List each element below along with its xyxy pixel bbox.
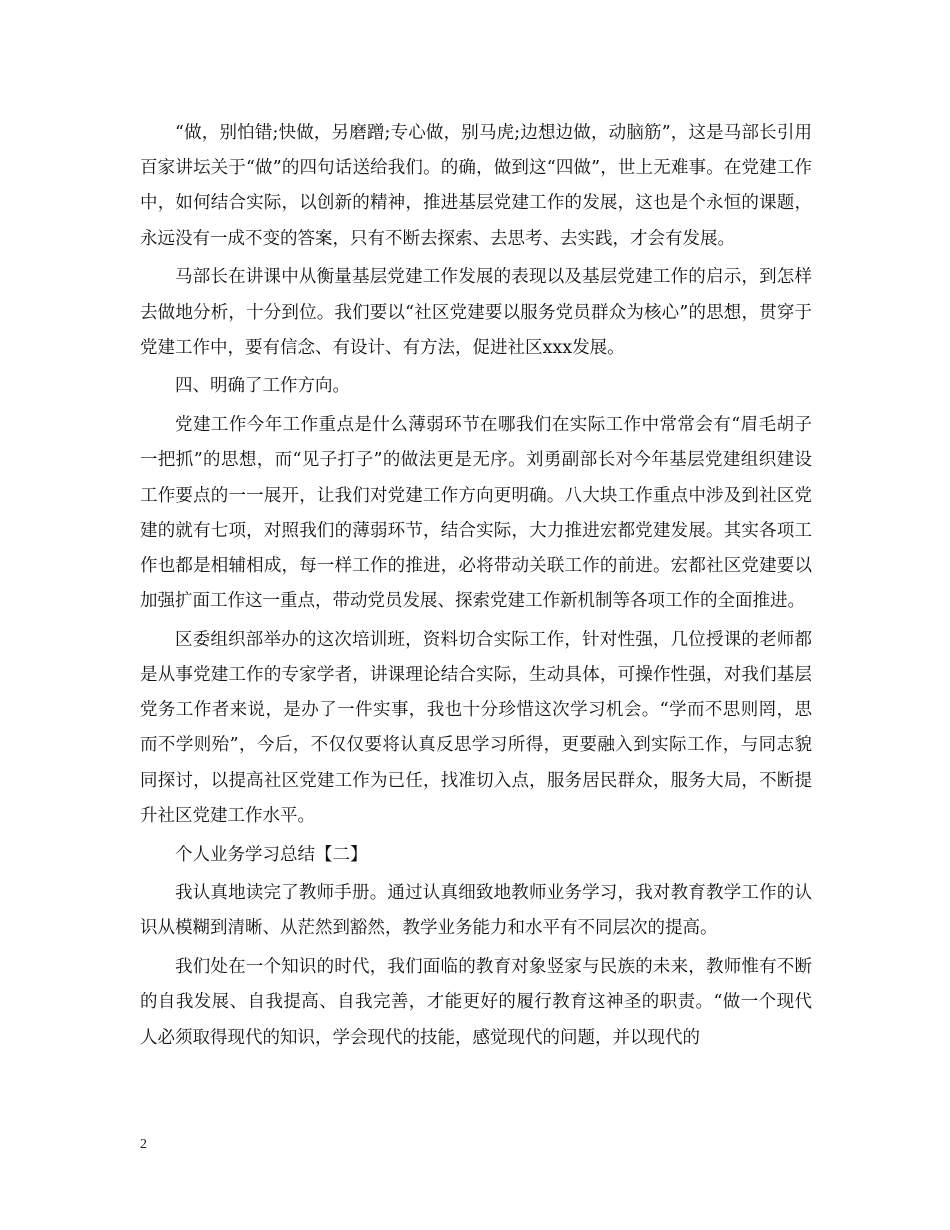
section-heading-summary-2: 个人业务学习总结【二】 xyxy=(175,844,368,865)
paragraph-2: 马部长在讲课中从衡量基层党建工作发展的表现以及基层党建工作的启示，到怎样去做地分析，十分到位。我们要以“社区党建要以服务党员群众为核心”的思想，贯穿于党建工作中，要有信念、有设计、有方法，促进社区xxx发展。 xyxy=(140,267,812,358)
paragraph-1: “做，别怕错;快做，另磨蹭;专心做，别马虎;边想边做，动脑筋”，这是马部长引用百家讲坛关于“做”的四句话送给我们。的确，做到这“四做”，世上无难事。在党建工作中，如何结合实际，以创新的精神，推进基层党建工作的发展，这也是个永恒的课题，永远没有一成不变的答案，只有不断去探索、去思考、去实践，才会有发展。 xyxy=(140,123,812,249)
paragraph-6: 我们处在一个知识的时代，我们面临的教育对象竖家与民族的未来，教师惟有不断的自我发展、自我提高、自我完善，才能更好的履行教育这神圣的职责。“做一个现代人必须取得现代的知识，学会现代的技能，感觉现代的问题，并以现代的 xyxy=(140,957,812,1048)
document-body xyxy=(140,116,812,1059)
section-heading-4: 四、明确了工作方向。 xyxy=(175,376,350,397)
paragraph-3: 党建工作今年工作重点是什么薄弱环节在哪我们在实际工作中常常会有“眉毛胡子一把抓”的思想，而“见子打子”的做法更是无序。刘勇副部长对今年基层党建组织建设工作要点的一一展开，让我们对党建工作方向更明确。八大块工作重点中涉及到社区党建的就有七项，对照我们的薄弱环节，结合实际，大力推进宏都党建发展。其实各项工作也都是相辅相成，每一样工作的推进，必将带动关联工作的前进。宏都社区党建要以加强扩面工作这一重点，带动党员发展、探索党建工作新机制等各项工作的全面推进。 xyxy=(140,415,812,612)
paragraph-4: 区委组织部举办的这次培训班，资料切合实际工作，针对性强，几位授课的老师都是从事党建工作的专家学者，讲课理论结合实际，生动具体，可操作性强，对我们基层党务工作者来说，是办了一件实事，我也十分珍惜这次学习机会。“学而不思则罔，思而不学则殆”，今后，不仅仅要将认真反思学习所得，更要融入到实际工作，与同志貌同探讨，以提高社区党建工作为已任，找准切入点，服务居民群众，服务大局，不断提升社区党建工作水平。 xyxy=(140,629,812,826)
page-number: 2 xyxy=(140,1137,147,1152)
paragraph-5: 我认真地读完了教师手册。通过认真细致地教师业务学习，我对教育教学工作的认识从模糊到清晰、从茫然到豁然，教学业务能力和水平有不同层次的提高。 xyxy=(140,883,812,939)
